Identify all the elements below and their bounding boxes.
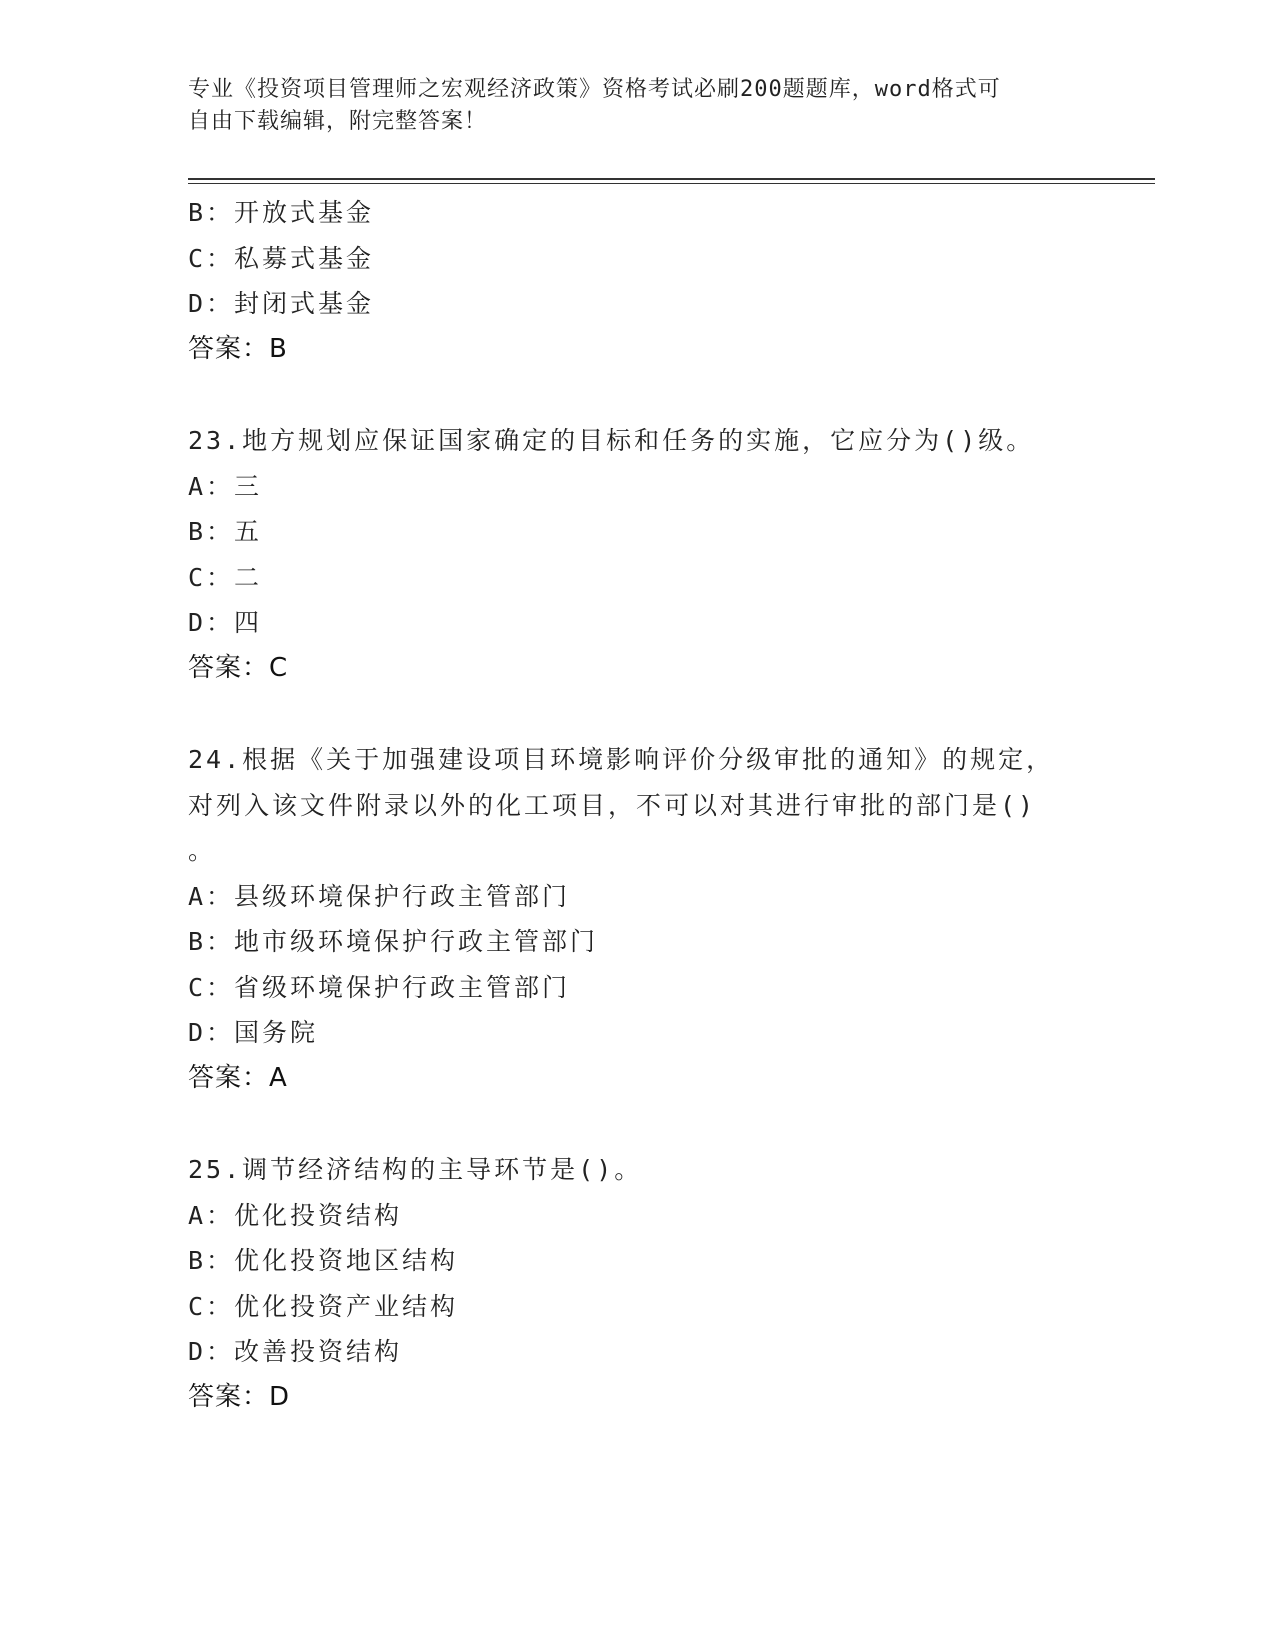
question-list [188,190,1068,1420]
header-rule-thick [188,178,1155,180]
header-rule-thin [188,183,1155,184]
question-25 [188,1147,1068,1420]
option-a: A：县级环境保护行政主管部门 [188,881,571,911]
option-b: B：五 [188,517,263,546]
answer-line: 答案：A [188,1062,288,1093]
answer-line: 答案：D [188,1381,291,1412]
question-text-line-1: 24.根据《关于加强建设项目环境影响评价分级审批的通知》的规定， [188,745,1055,774]
spacer [188,372,1068,418]
header-line-2: 自由下载编辑，附完整答案！ [188,109,488,134]
question-23 [188,418,1068,691]
option-b: B：优化投资地区结构 [188,1246,459,1275]
question-22 [188,190,1068,372]
option-d: D：四 [188,608,263,637]
option-a: A：三 [188,471,263,501]
option-d: D：封闭式基金 [188,289,375,318]
question-text: 23.地方规划应保证国家确定的目标和任务的实施，它应分为()级。 [188,426,1035,455]
option-d: D：国务院 [188,1018,319,1047]
question-text-line-3: 。 [188,836,217,865]
option-c: C：二 [188,562,263,592]
option-a: A：优化投资结构 [188,1200,403,1230]
header-line-1: 专业《投资项目管理师之宏观经济政策》资格考试必刷200题题库，word格式可 [188,77,1001,102]
spacer [188,1101,1068,1147]
option-d: D：改善投资结构 [188,1337,403,1366]
option-b: B：地市级环境保护行政主管部门 [188,927,599,956]
spacer [188,691,1068,737]
question-text-line-2: 对列入该文件附录以外的化工项目，不可以对其进行审批的部门是() [188,790,1037,820]
question-24 [188,737,1068,1101]
question-text: 25.调节经济结构的主导环节是()。 [188,1155,643,1184]
answer-line: 答案：C [188,652,289,683]
option-b: B：开放式基金 [188,198,375,227]
answer-line: 答案：B [188,333,288,364]
option-c: C：优化投资产业结构 [188,1291,459,1321]
option-c: C：私募式基金 [188,243,375,273]
document-header [188,74,1068,138]
option-c: C：省级环境保护行政主管部门 [188,972,571,1002]
